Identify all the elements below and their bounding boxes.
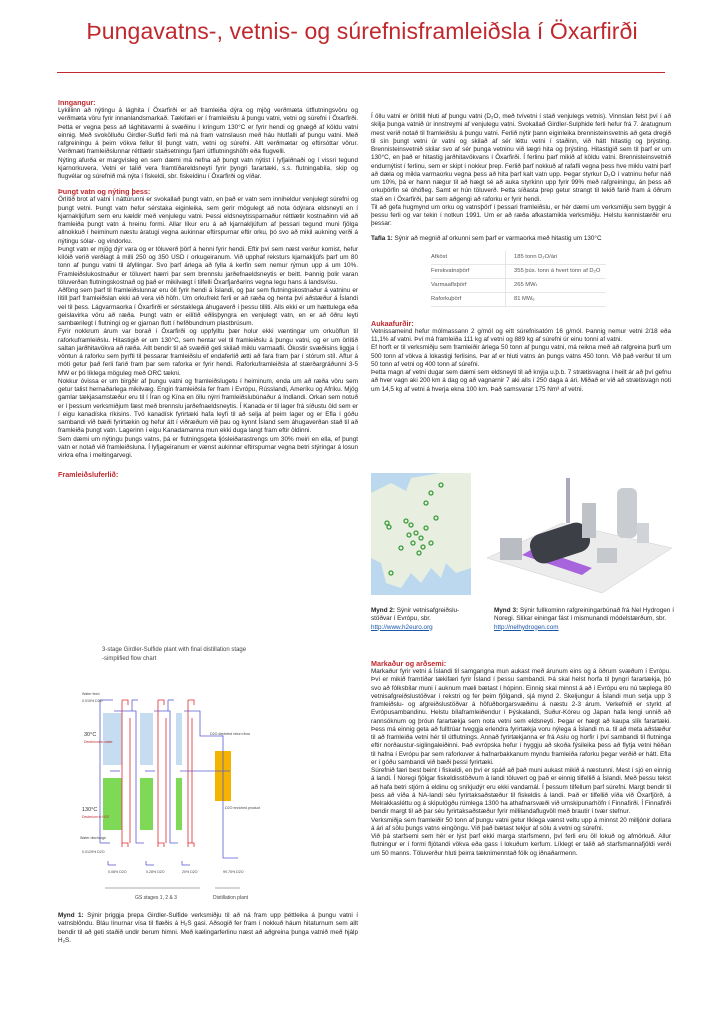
table-cell-value: 81 MWₑ (506, 292, 607, 306)
byproducts-paragraph: Ef horft er til verksmiðju sem framleiðir árlega 50 tonn af þungu vatni, má reikna með að rafgreina þurfi um 500 tonn af vökva á lokastigi ferlisins. Þar af er hluti vatns án þungs vatns 450 tonn. Við það verður til um 50 tonn af vetni og 400 tonn af súrefni. (371, 344, 671, 368)
poster-title: Þungavatns-, vetnis- og súrefnisframleiðsla í Öxarfirði (86, 18, 638, 44)
market-paragraph: Við þá starfsemi sem hér er lýst þarf ekki marga starfsmenn, því ferli eru öll lokuð og afmörkuð. Allur flutningur er í formi fljótandi vökva eða gass í lokuðum kerfum. Líklegt er talið að starfsmannafjöldi verði um 50 manns. Töluverður hluti þeirra tæknimenntað fólk og iðnaðarmenn. (371, 833, 671, 857)
table-cell-value: 185 tonn D₂O/ári (506, 251, 607, 265)
discharge-concentration-label: 0.0125% D2O (82, 850, 105, 854)
key-figures-table (431, 251, 606, 307)
heavy-water-paragraph: Fyrir nokkrum árum var borað í Öxarfirði og uppfylltu þær holur ekki væntingar um orkuöflun til raforkuframleiðslu. Hitastigið er um 130°C, sem hentar vel til framleiðslu á þungu vatni, og er um örlítið saltan jarðhitavökva að ræða. Allt bendir til að svæðið geti skilað miklu varmaafli. Ókostir svæðisins liggja í vöntun á raforku sem þyrfti til þessarar framleiðslu ef endaferlið ætti að fara fram þar í stórum stíl. Aftur á móti getur það ferli farið fram þar sem raforka er fyrir hendi. Raforkuframleiðsla af stærðargráðunni 3-5 MW er þó líklega möguleg með ORC tækni. (58, 328, 358, 377)
market-section (371, 659, 671, 858)
figure1-caption (58, 912, 358, 945)
section-heading-byproducts: Aukaafurðir: (371, 318, 414, 328)
stage2-concentration-label: 0.28% D2O (146, 870, 165, 874)
figure3-caption-label: Mynd 3: (494, 607, 519, 614)
depleted-flow-label: D2O depleted return flow (210, 732, 250, 736)
right-column (371, 113, 671, 394)
intro-paragraph: Nýting afurða er margvísleg en sem dæmi má nefna að þungt vatn nýtist í lyfjaiðnaði og í vissri tegund kjarnorkuvera. Vetni er talið vera framtíðareldsneyti fyrir þyngri farartæki, s.s. flutningabíla, skip og flugvélar og súrefnið má nýta í fiskeldi, sbr. fiskeldinu í Öxarfirði og víðar. (58, 156, 358, 180)
heavy-water-paragraph: Þungt vatn er mjög dýr vara og er töluverð þörf á henni fyrir hendi. Eftir því sem næst verður komist, hefur kílóið verið verðlagt á milli 250 og 350 USD í orkugeiranum. Við upphaf reksturs kjarnakljúfs þarf um 80 tonn af þungu vatni til áfyllingar. Svo þarf árlega að fylla á kerfin sem nemur rýrnun upp á um 10%. Framleiðslukostnaður er töluvert hærri þar sem brennslu jarðefnaeldsneytis er beitt. Þannig þolir varan töluverðan flutningskostnað og það er mikilvægt í tilfelli Öxarfjarðarins vegna legu hans á landsvísu. (58, 245, 358, 286)
table-cell-label: Raforkuþörf (431, 292, 506, 306)
distillation-plant-label: Distillation plant (213, 895, 249, 901)
separator-tank (582, 503, 596, 538)
cold-description-label: Deuterium to water (84, 740, 113, 744)
heavy-water-paragraph: Aðföng sem þarf til framleiðslunnar eru öll fyrir hendi á Íslandi, og þar sem flutningskostnaður á vatninu er lítill þarf framleiðslan ekki að vera við höfn. Um orkufrekt ferli er að ræða og henta því aðstæður á Íslandi vel til þess. Lágvarmaorka í Öxarfirði er sérstaklega áhugaverð í þessu tilliti. Alls ekki er um hættulega eða geislavirka vöru að ræða. Þungt vatn er eilítið eðlisþyngra en venjulegt vatn, en er að öðru leyti sambærilegt í flutningi og er gjarnan flutt í hefðbundnum plastbrúsum. (58, 287, 358, 327)
figure1-caption-label: Mynd 1: (58, 912, 84, 919)
market-paragraph: Markaður fyrir vetni á Íslandi til samgangna mun aukast með árunum eins og á öðrum svæðum í Evrópu. Því er mikið framtíðar tækifæri fyrir Ísland í þessu sambandi. Þá skal helst horfa til þyngri farartækja, þó svo að fólksbílar muni í auknum mæli bætast í hópinn. Einnig skal minnst á að í Evrópu eru nú tæplega 80 vetnisafgreiðslustöðvar í rekstri og fer þeim fjölgandi, sjá mynd 2. Skeljungur á Íslandi mun setja upp 3 framleiðslu- og afgreiðslustöðvar á höfuðborgarsvæðinu á næstu 2-3 árum. Verkefnið er styrkt af Evrópusambandinu. Helstu bílaframleiðendur í Þýskalandi, Suður-Kóreu og Japan hafa lengi unnið að rannsóknum og þróun farartækja sem nota vetni sem eldsneyti. Þegar er hægt að kaupa slík farartæki. Þess má einnig geta að fulltrúar tveggja erlendra fyrirtækja voru nýlega á Íslandi m.a. til að meta aðstæður til að framleiða vetni hér til útflutnings. Annað fyrirtækjanna er frá Asíu og horfir í því sambandi til flutninga eftir norðaustur-siglingaleiðinni. Það evrópska hefur í hyggju að skoða fýsileika þess að flytja vetni héðan til hafna í Evrópu þar sem raforkuver á hafnarbakkanum myndu framleiða raforku þegar verðið er hátt. Efla er í góðu sambandi við bæði þessi fyrirtæki. (371, 668, 671, 766)
section-heading-market: Markaður og arðsemi: (371, 659, 447, 668)
figure2-caption-label: Mynd 2: (371, 607, 395, 614)
byproducts-paragraph: Þetta magn af vetni dugar sem dæmi sem eldsneyti til að knýja u.þ.b. 7 strætisvagna í heilt ár að því gefnu að hver vagn aki 200 km á dag og að vagnarnir 7 aki alls í 250 daga á ári. Miðað er við að strætisvagn noti um 14,5 kg af vetni á hverja ekna 100 km. Það samsvarar 175 Nm³ af vetni. (371, 369, 671, 393)
section-heading-intro: Inngangur: (58, 98, 96, 107)
h2euro-link[interactable]: http://www.h2euro.org (371, 623, 433, 631)
europe-hydrogen-stations-map (371, 473, 471, 595)
table1-caption-label: Tafla 1: (371, 234, 393, 242)
heavy-water-paragraph: Örlítið brot af vatni í náttúrunni er svokallað þungt vatn, en það er vatn sem inniheldur venjulegt súrefni og þungt vetni. Þungt vatn hefur sérstaka eiginleika, sem gerir mögulegt að nota ódýrara eldsneyti en í kjarnakljúfum sem eru kældir með venjulegu vatni. Þessi eldsneytissparnaður réttlætir kostnaðinn við að framleiða þungt vatn á hreinu formi. Allar líkur eru á að kjarnakljúfum af þessari tegund muni fjölga allnokkuð í heiminum næstu áratugi vegna aukinnar eftirspurnar eftir orku, þó svo að mikil aukning verði á nýtingu sólar- og vindorku. (58, 196, 358, 245)
table-cell-label: Ferskvatnsþörf (431, 264, 506, 278)
plant-module-right (637, 523, 649, 543)
figure3-caption-text: Sýnir fullkominn rafgreiningarbúnað frá Nel Hydrogen í Noregi. Slíkar einingar fást í mismunandi módelstærðum, sbr. (494, 607, 674, 623)
table-row (431, 292, 606, 306)
hot-description-label: Deuterium to H2S (82, 815, 109, 819)
water-feed-label: Water feed (82, 692, 100, 696)
section-heading-heavy-water: Þungt vatn og nýting þess: (58, 187, 151, 197)
figure1-caption-text: Sýnir þriggja þrepa Girdler-Sulfide verksmiðju til að ná fram upp þéttleika á þungu vatni í vatnsblöndu. Bláu línurnar vísa til flæðis á H₂S gasi. Aðsogið fer fram í nokkuð háum hitaturnum sem allt bendir til að geti staðið undir berum himni. Með kælingarferlinu næst að aðgreina þunga vatnið með hjálp H₂S. (58, 912, 359, 944)
heavy-water-paragraph: Sem dæmi um nýtingu þungs vatns, þá er flutningsgeta ljósleiðarastrengs um 30% meiri en ella, ef þungt vatn er notað við framleiðsluna. Í lyfjageiranum er vænst aukinnar eftirspurnar vegna betri stýringar á losun virkra efna í meltingarvegi. (58, 435, 358, 459)
girdler-sulfide-flow-chart (70, 643, 350, 905)
cold-temperature-label: 30°C (84, 732, 97, 738)
stage3-hot-tower (176, 778, 182, 830)
nelhydrogen-link[interactable]: http://nelhydrogen.com (494, 623, 559, 631)
heavy-water-paragraph: Nokkur óvissa er um birgðir af þungu vatni og framleiðslugetu í heiminum, enda um að ræða vöru sem getur talist hernaðarlega mikilvæg. Engin framleiðsla fer fram í Evrópu, Rússlandi, Ameríku og Afríku. Mjög gamlar tækjasamstæður eru til í Íran og Kína en öllu nýrri framleiðslubúnaður á Indlandi. Orkan sem notuð er í þessum verksmiðjum fæst með brennslu jarðefnaeldsneytis. Í Kanada er til lager frá síðustu öld sem er í eigu kanadíska ríkisins. Tvö kanadísk fyrirtæki hafa leyfi til að selja af þeim lager og er Efla í góðu sambandi við bæði fyrirtækin og hefur átt í viðræðum við þau og kynnt Ísland sem áhugaverðan stað til að framleiða þungt vatn. Lagerinn í eigu Kanadamanna mun ekki duga langt fram eftir öldinni. (58, 377, 358, 435)
electrolysis-plant-render (482, 473, 672, 598)
table-row (431, 251, 606, 265)
process-paragraph: Í öllu vatni er örlítill hluti af þungu vatni (D₂O, með tvívetni í stað venjulegs vetnis). Vinnslan felst því í að skilja þunga vatnið úr innstreymi af venjulegu vatni. Svokallað Girdler-Sulphide ferli hefur frá 7. áratugnum mest verið notað til framleiðslu á þungu vatni. Ferlið nýtir þann eiginleika brennisteinsvetnis að geta dregið til sín þungt vetni úr vatni og skilað af sér léttu vetni í staðinn, við hátt hitastig og þrýsting. Brennisteinsvetnið skilar svo af sér þunga vetninu við lægri hita og þrýsting. Hitastigið sem til þarf er um 130°C, en það er hitastig jarðhitavökvans í Öxarfirði. Í ferlinu þarf mikið af köldu vatni. Brennisteinsvetnið endurnýtist í ferlinu, sem er skipt í nokkur þrep. Ferlið þarf nokkuð af rafafli vegna þess hve miklu vatni þarf að dæla og mikla varmaorku vegna þess að hita þarf kalt vatn upp. Þegar styrkur D₂O í vatninu hefur náð um 10%, þá er hann nægur til að hægt sé að auka styrkinn upp fyrir 99% með rafgreiningu, án þess að orkuþörfin sé óhófleg. Samt er hún töluverð. Þetta síðasta þrep getur strangt til tekið farið fram á öðrum stað en í Öxarfirði, þar sem aðgengi að raforku er fyrir hendi. (371, 113, 671, 203)
left-column (58, 98, 358, 479)
table-row (431, 264, 606, 278)
figure2-caption-text: Sýnir vetnisafgreiðslu-stöðvar í Evrópu, sbr. (371, 607, 460, 623)
table-cell-value: 355 þús. tonn á hvert tonn af D₂O (506, 264, 607, 278)
plant-module-left (500, 538, 522, 560)
stage1-hot-tower (103, 778, 122, 830)
market-paragraph: Verksmiðja sem framleiðir 50 tonn af þungu vatni getur líklega vænst veltu upp á minnst 20 milljónir dollara á ári af sölu þungs vatns eingöngu. Við það bætast tekjur af sölu á vetni og súrefni. (371, 816, 671, 832)
flowchart-title: 3-stage Girdler-Sulfide plant with final distillation stage (102, 647, 247, 653)
intro-paragraph: Lykillinn að nýtingu á lághita í Öxarfirði er að framleiða dýra og mjög verðmæta útflutningsvöru og verðmæta vöru fyrir innanlandsmarkað. Tækifæri er í framleiðslu á þungu vatni, vetni og súrefni í Öxarfirði. Þetta er vegna þess að lághitavarmi á svæðinu í kringum 130°C er fyrir hendi og gnægð af köldu vatni einnig. Með svokölluðu Girdler-Sulfid ferli má ná fram vatnslausn með háu hlutfalli af þungu vatni. Með rafgreiningu á þeim vökva fellur til þungt vatn, vetni og súrefni. Allt verðmætar og eftirsóttar vörur. Verðmæti framleiðslunnar réttlætir staðsetningu fjarri útflutningshöfn eða flugvelli. (58, 107, 358, 156)
section-heading-process: Framleiðsluferlið: (58, 470, 119, 480)
table-cell-label: Afköst (431, 251, 506, 265)
figure2-caption (371, 607, 477, 632)
table1-caption (371, 235, 671, 243)
stage3-cold-tower (176, 713, 182, 765)
vent-stack (566, 478, 570, 523)
enriched-product-label: D2O enriched product (225, 806, 261, 810)
flowchart-subtitle: -simplified flow chart (102, 656, 157, 662)
stage1-cold-tower (103, 713, 122, 765)
process-paragraph: Til að gefa hugmynd um orku og vatnsþörf í þessari framleiðslu, er hér dæmi um verksmiðju sem byggir á þessu ferli og var tekin í notkun 1991. Um er að ræða afkastamikla verksmiðju. Helstu kennistærðir eru þessar: (371, 203, 671, 228)
stage3-concentration-label: 20% D2O (182, 870, 198, 874)
market-paragraph: Súrefnið færi best beint í fiskeldi, en því er spáð að það muni aukast mikið á næstunni. Mest í sjó en einnig á landi. Í Noregi fjölgar fiskeldisstöðvum á landi töluvert og það er einnig tilfellið á Íslandi. Með þessu tekst að hafa betri stjórn á eldinu og sníkjudýr eru ekki vandamál. Í þessum tilfellum þarf súrefni. Margt bendir til þess að víða á NA-landi séu fyrirtaksaðstæður til fiskeldis á landi. Það er tilfellið víða við Öxarfjörð, á Melrakkasléttu og á skipulögðu rúmlega 1300 ha athafnarsvæði við umskipunarhöfn í Finnafirði. Í Finnafirði bendir margt til að þar séu fyrirtaksaðstæður fyrir millilandaflugvöll með brautir í tvær stefnur. (371, 767, 671, 816)
title-divider (57, 72, 665, 73)
water-discharge-label: Water discharge (80, 836, 107, 840)
stage2-hot-tower (140, 778, 153, 830)
hot-temperature-label: 130°C (82, 807, 98, 813)
stage1-concentration-label: 0.08% D2O (108, 870, 127, 874)
storage-tank (617, 488, 637, 538)
plant-module-front (597, 548, 617, 563)
gs-stages-label: GS stages 1, 2 & 3 (135, 895, 177, 901)
feed-concentration-label: 0.015% D2O (82, 699, 103, 703)
figure3-caption (494, 607, 674, 632)
final-concentration-label: 99.75% D2O (223, 870, 244, 874)
table-cell-label: Varmaaflsþörf (431, 278, 506, 292)
table-cell-value: 265 MWₜ (506, 278, 607, 292)
table1-caption-text: Sýnir að megnið af orkunni sem þarf er varmaorka með hitastig um 130°C (394, 234, 602, 242)
byproducts-paragraph: Vetnissameind hefur mólmassann 2 g/mól og eitt súrefnisatóm 16 g/mól. Þannig nemur vetni 2/18 eða 11,1% af vatni. Því má framleiða 111 kg af vetni og 889 kg af súrefni úr einu tonni af vatni. (371, 327, 671, 343)
table-row (431, 278, 606, 292)
water-flow-lines (122, 700, 194, 847)
stage2-cold-tower (140, 713, 153, 765)
